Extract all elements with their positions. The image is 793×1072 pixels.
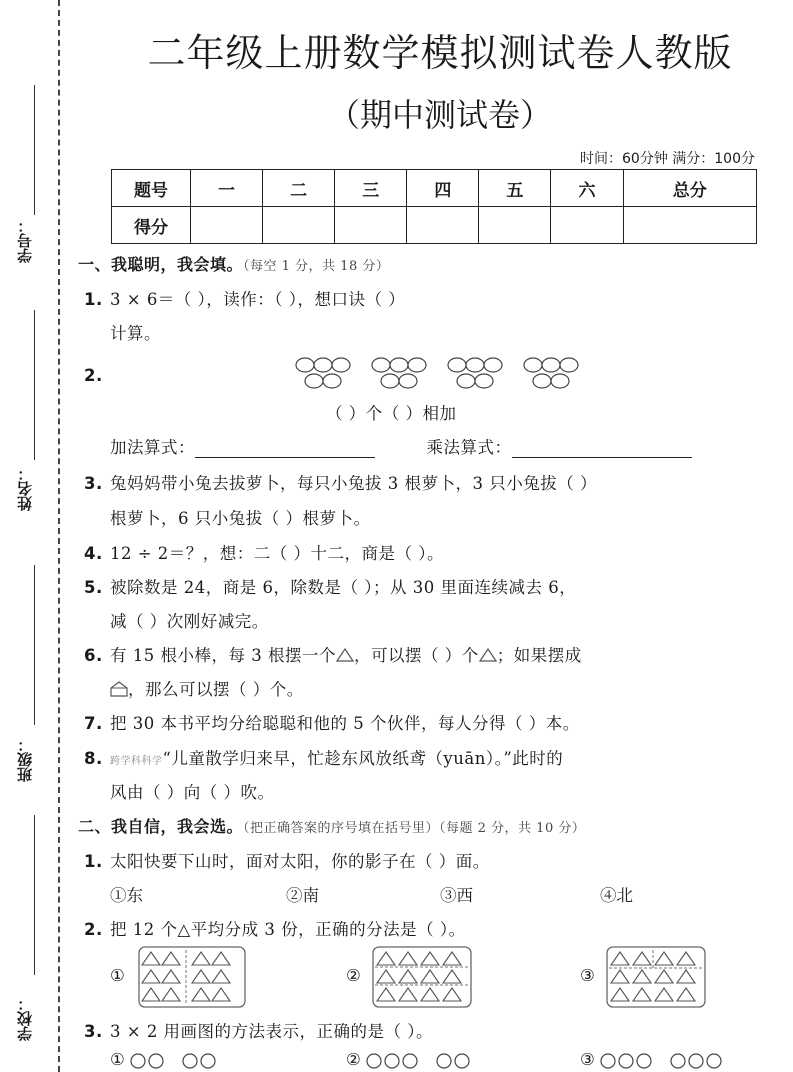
question-text: “儿童散学归来早，忙趁东风放纸鸢（yuān）。”此时的 — [162, 749, 564, 768]
page-title: 二年级上册数学模拟测试卷人教版 — [147, 31, 733, 75]
circle-group — [448, 358, 502, 388]
question-text: 把 12 个△平均分成 3 份，正确的分法是（ ）。 — [110, 920, 466, 939]
table-cell: 一 — [191, 170, 263, 207]
question-text: 被除数是 24，商是 6，除数是（ ）；从 30 里面连续减去 6， — [110, 578, 577, 597]
question-text: ，可以摆（ ）个 — [353, 646, 479, 665]
question-text: 太阳快要下山时，面对太阳，你的影子在（ ）面。 — [110, 852, 490, 871]
question-1-3 — [84, 470, 597, 494]
circle-group — [372, 358, 426, 388]
section1-heading — [78, 252, 389, 275]
question-text: 3 × 2 用画图的方法表示，正确的是（ ）。 — [110, 1022, 434, 1041]
table-cell: 五 — [479, 170, 551, 207]
cross-subject-badge: 跨学科科学 — [110, 756, 163, 767]
question-text: 有 15 根小棒，每 3 根摆一个 — [110, 646, 336, 665]
question-1-8 — [84, 745, 563, 769]
circle-option-2[interactable] — [364, 1052, 494, 1070]
score-input-cell[interactable] — [335, 207, 407, 244]
table-cell: 二 — [263, 170, 335, 207]
class-label: 班级： — [16, 737, 34, 782]
addition-answer-row — [110, 434, 692, 458]
question-text: ；如果摆成 — [496, 646, 582, 665]
circle-option-1[interactable] — [128, 1052, 238, 1070]
question-text: 把 30 本书平均分给聪聪和他的 5 个伙伴，每人分得（ ）本。 — [110, 714, 580, 733]
option-south[interactable]: ②南 — [286, 886, 319, 905]
triangle-grid-option-3[interactable] — [606, 946, 706, 1008]
question-2-3 — [84, 1018, 433, 1042]
triangle-icon — [336, 648, 354, 662]
table-cell: 题号 — [112, 170, 191, 207]
multiplication-answer-line[interactable] — [512, 438, 692, 458]
question-number: 5. — [84, 578, 103, 597]
option-north[interactable]: ④北 — [600, 886, 633, 905]
question-number: 8. — [84, 749, 103, 768]
addition-answer-line[interactable] — [195, 438, 375, 458]
binding-dashed-line — [58, 0, 60, 1072]
option-1-label[interactable]: ① — [110, 1050, 125, 1069]
multiplication-label: 乘法算式： — [426, 438, 512, 457]
house-shape-icon — [110, 681, 128, 697]
question-1-7 — [84, 710, 580, 734]
score-input-cell[interactable] — [407, 207, 479, 244]
question-number: 7. — [84, 714, 103, 733]
question-number: 4. — [84, 544, 103, 563]
option-west[interactable]: ③西 — [440, 886, 473, 905]
score-input-cell[interactable] — [263, 207, 335, 244]
question-1-5 — [84, 574, 576, 598]
question-number: 6. — [84, 646, 103, 665]
option-2-label[interactable]: ② — [346, 966, 361, 985]
score-table-header-row — [112, 170, 757, 207]
table-cell: 四 — [407, 170, 479, 207]
question-number: 2. — [84, 366, 103, 385]
question-number: 1. — [84, 290, 103, 309]
question-2-caption: （ ）个（ ）相加 — [326, 404, 457, 423]
triangle-grid-option-1[interactable] — [138, 946, 246, 1008]
score-table — [111, 169, 757, 244]
question-text: 减（ ）次刚好减完。 — [110, 612, 269, 631]
score-input-cell[interactable] — [479, 207, 551, 244]
question-1-1 — [84, 286, 405, 310]
question-text: 风由（ ）向（ ）吹。 — [110, 783, 275, 802]
exam-meta: 时间：60分钟 满分：100分 — [580, 151, 755, 167]
question-text: 兔妈妈带小兔去拔萝卜，每只小兔拔 3 根萝卜，3 只小兔拔（ ） — [110, 474, 597, 493]
score-input-cell[interactable] — [191, 207, 263, 244]
triangle-icon — [479, 648, 497, 662]
question-number: 2. — [84, 920, 103, 939]
question-2-1 — [84, 848, 490, 872]
question-number: 1. — [84, 852, 103, 871]
question-2-2 — [84, 916, 466, 940]
option-2-label[interactable]: ② — [346, 1050, 361, 1069]
table-cell: 得分 — [112, 207, 191, 244]
school-label: 学校： — [16, 996, 34, 1041]
question-text: 根萝卜，6 只小兔拔（ ）根萝卜。 — [110, 509, 371, 528]
question-text: 计算。 — [110, 324, 161, 343]
addition-label: 加法算式： — [110, 438, 195, 457]
table-cell: 六 — [551, 170, 623, 207]
student-id-label: 学号： — [16, 218, 34, 263]
option-3-label[interactable]: ③ — [580, 1050, 595, 1069]
name-line[interactable] — [34, 310, 35, 460]
option-3-label[interactable]: ③ — [580, 966, 595, 985]
score-input-cell[interactable] — [551, 207, 623, 244]
circle-group — [296, 358, 350, 388]
circle-group — [524, 358, 578, 388]
question-number: 3. — [84, 1022, 103, 1041]
section2-heading — [78, 814, 585, 837]
page-subtitle: （期中测试卷） — [327, 96, 552, 134]
table-cell: 总分 — [623, 170, 756, 207]
question-1-4 — [84, 540, 444, 564]
option-east[interactable]: ①东 — [110, 886, 143, 905]
question-1-2 — [84, 366, 110, 385]
score-input-cell[interactable] — [623, 207, 756, 244]
question-text: 12 ÷ 2＝？，想：二（ ）十二，商是（ ）。 — [110, 544, 445, 563]
circle-groups-figure — [294, 356, 594, 396]
section1-title: 一、我聪明，我会填。 — [78, 255, 244, 274]
name-label: 姓名： — [16, 466, 34, 511]
question-1-6 — [84, 642, 582, 666]
section2-title: 二、我自信，我会选。 — [78, 817, 244, 836]
section1-note: （每空 1 分，共 18 分） — [243, 259, 390, 274]
student-id-line[interactable] — [34, 85, 35, 215]
section2-note: （把正确答案的序号填在括号里）（每题 2 分，共 10 分） — [243, 821, 586, 836]
class-line[interactable] — [34, 565, 35, 725]
triangle-grid-option-2[interactable] — [372, 946, 472, 1008]
table-cell: 三 — [335, 170, 407, 207]
question-number: 3. — [84, 474, 103, 493]
option-1-label[interactable]: ① — [110, 966, 125, 985]
score-table-score-row — [112, 207, 757, 244]
circle-option-3[interactable] — [598, 1052, 758, 1070]
question-1-6-line2 — [110, 676, 304, 700]
question-text: ，那么可以摆（ ）个。 — [128, 680, 304, 699]
question-text: 3 × 6＝（ ），读作：（ ），想口诀（ ） — [110, 290, 406, 309]
school-line[interactable] — [34, 815, 35, 975]
